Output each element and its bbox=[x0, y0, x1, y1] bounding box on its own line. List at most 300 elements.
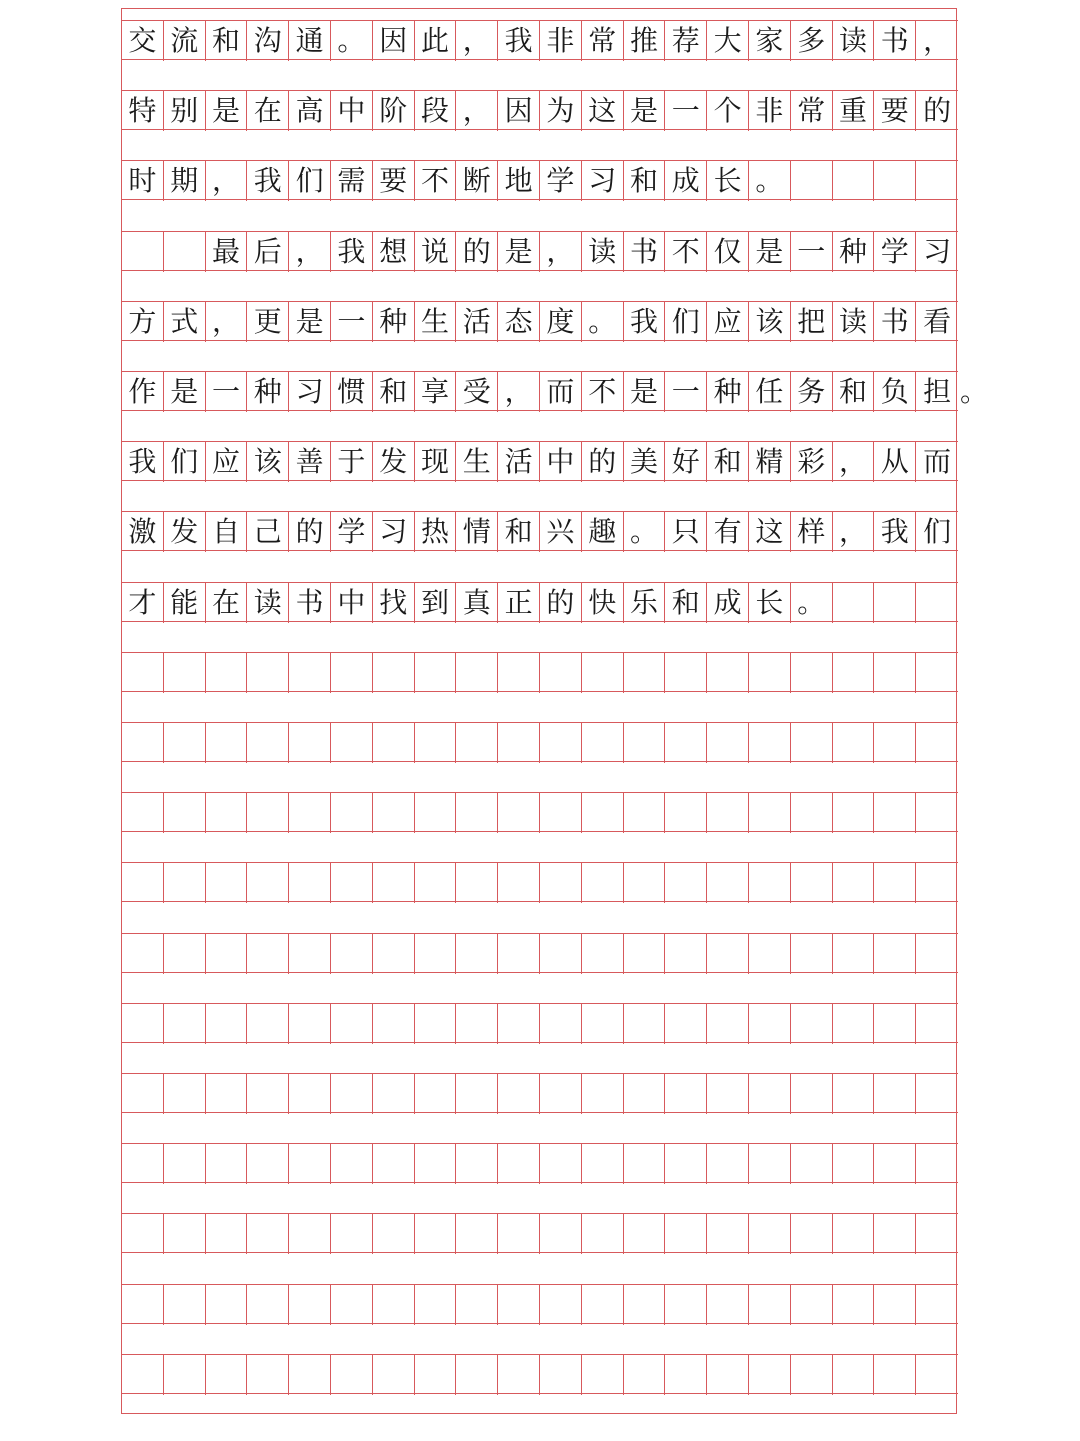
grid-cell bbox=[707, 793, 749, 833]
grid-cell: 非 bbox=[749, 91, 791, 131]
grid-cell bbox=[206, 1355, 248, 1395]
grid-cell: 兴 bbox=[540, 512, 582, 552]
grid-row bbox=[122, 652, 958, 692]
grid-cell bbox=[624, 863, 666, 903]
grid-cell: 务 bbox=[791, 372, 833, 412]
grid-cell: 活 bbox=[456, 302, 498, 342]
grid-cell: 习 bbox=[923, 234, 952, 268]
grid-cell: 和 bbox=[707, 442, 749, 482]
grid-cell bbox=[164, 1285, 206, 1325]
grid-cell: 种 bbox=[373, 302, 415, 342]
grid-cell: 需 bbox=[331, 161, 373, 201]
grid-cell bbox=[373, 1285, 415, 1325]
grid-cell bbox=[415, 1144, 457, 1184]
grid-cell: 和 bbox=[373, 372, 415, 412]
grid-cell: 发 bbox=[164, 512, 206, 552]
grid-cell bbox=[164, 934, 206, 974]
grid-cell bbox=[916, 863, 958, 903]
grid-cell bbox=[582, 1285, 624, 1325]
grid-cell: 享 bbox=[415, 372, 457, 412]
grid-cell bbox=[206, 653, 248, 693]
grid-cell: 更 bbox=[247, 302, 289, 342]
grid-cell bbox=[665, 1214, 707, 1254]
grid-cell: 读 bbox=[833, 21, 875, 61]
grid-cell: 多 bbox=[791, 21, 833, 61]
grid-cell bbox=[415, 1004, 457, 1044]
grid-cell bbox=[624, 653, 666, 693]
grid-cell: 书 bbox=[874, 21, 916, 61]
grid-row bbox=[122, 160, 958, 200]
grid-cell: 我 bbox=[624, 302, 666, 342]
grid-cell bbox=[122, 863, 164, 903]
grid-cell bbox=[874, 1074, 916, 1114]
grid-cell bbox=[916, 1004, 958, 1044]
grid-cell bbox=[373, 1004, 415, 1044]
grid-cell bbox=[749, 863, 791, 903]
grid-cell bbox=[247, 1214, 289, 1254]
grid-cell: 大 bbox=[707, 21, 749, 61]
grid-cell: 非 bbox=[540, 21, 582, 61]
grid-cell bbox=[624, 1355, 666, 1395]
grid-cell bbox=[289, 653, 331, 693]
grid-cell bbox=[707, 1285, 749, 1325]
grid-cell bbox=[791, 161, 833, 201]
grid-cell: ， bbox=[206, 302, 248, 342]
grid-cell: 方 bbox=[122, 302, 164, 342]
grid-cell: 一 bbox=[665, 372, 707, 412]
grid-cell: 推 bbox=[624, 21, 666, 61]
grid-cell bbox=[791, 1144, 833, 1184]
grid-cell bbox=[624, 1285, 666, 1325]
grid-cell: 种 bbox=[833, 232, 875, 272]
grid-cell bbox=[707, 863, 749, 903]
grid-cell bbox=[833, 583, 875, 623]
grid-cell bbox=[749, 1144, 791, 1184]
grid-cell: 作 bbox=[122, 372, 164, 412]
grid-cell bbox=[456, 1074, 498, 1114]
grid-cell: 后 bbox=[247, 232, 289, 272]
grid-row bbox=[122, 1073, 958, 1113]
grid-cell bbox=[247, 1355, 289, 1395]
grid-cell bbox=[122, 934, 164, 974]
grid-cell bbox=[498, 1285, 540, 1325]
grid-cell: 我 bbox=[247, 161, 289, 201]
grid-cell bbox=[498, 1144, 540, 1184]
grid-cell: 任 bbox=[749, 372, 791, 412]
grid-cell: 不 bbox=[582, 372, 624, 412]
grid-cell bbox=[791, 1004, 833, 1044]
grid-cell bbox=[874, 863, 916, 903]
grid-cell bbox=[791, 793, 833, 833]
grid-cell: 我 bbox=[498, 21, 540, 61]
margin-punctuation: 。 bbox=[959, 375, 988, 408]
grid-cell: 的 bbox=[289, 512, 331, 552]
grid-row bbox=[122, 20, 958, 60]
grid-cell bbox=[122, 1285, 164, 1325]
grid-cell bbox=[164, 1074, 206, 1114]
grid-cell bbox=[373, 1355, 415, 1395]
grid-cell bbox=[707, 934, 749, 974]
grid-cell: 仅 bbox=[707, 232, 749, 272]
grid-cell bbox=[749, 1214, 791, 1254]
grid-cell bbox=[749, 793, 791, 833]
grid-cell: 此 bbox=[415, 21, 457, 61]
grid-cell: 和 bbox=[665, 583, 707, 623]
grid-cell: ， bbox=[833, 442, 875, 482]
grid-cell: 书 bbox=[289, 583, 331, 623]
grid-cell bbox=[540, 1214, 582, 1254]
grid-cell bbox=[833, 161, 875, 201]
grid-cell bbox=[749, 723, 791, 763]
grid-cell: 习 bbox=[289, 372, 331, 412]
grid-cell: 长 bbox=[707, 161, 749, 201]
grid-cell bbox=[164, 863, 206, 903]
grid-cell bbox=[665, 863, 707, 903]
grid-cell bbox=[331, 1074, 373, 1114]
grid-cell: 这 bbox=[582, 91, 624, 131]
grid-cell: 热 bbox=[415, 512, 457, 552]
grid-cell bbox=[331, 653, 373, 693]
grid-cell bbox=[540, 1074, 582, 1114]
grid-cell: 通 bbox=[289, 21, 331, 61]
grid-cell: 看 bbox=[923, 304, 952, 338]
grid-cell: ， bbox=[540, 232, 582, 272]
grid-cell bbox=[498, 1355, 540, 1395]
grid-cell bbox=[874, 653, 916, 693]
grid-cell: 是 bbox=[289, 302, 331, 342]
grid-cell: 一 bbox=[206, 372, 248, 412]
grid-cell bbox=[331, 1004, 373, 1044]
grid-cell bbox=[206, 934, 248, 974]
grid-cell: 书 bbox=[624, 232, 666, 272]
grid-cell bbox=[122, 232, 164, 272]
grid-cell bbox=[624, 1144, 666, 1184]
grid-cell bbox=[707, 723, 749, 763]
grid-cell bbox=[791, 863, 833, 903]
grid-cell: 读 bbox=[582, 232, 624, 272]
grid-cell: 样 bbox=[791, 512, 833, 552]
grid-cell bbox=[164, 1214, 206, 1254]
grid-cell bbox=[874, 1355, 916, 1395]
grid-cell bbox=[874, 1214, 916, 1254]
grid-cell bbox=[456, 1355, 498, 1395]
grid-cell bbox=[373, 1074, 415, 1114]
grid-cell bbox=[456, 723, 498, 763]
grid-cell: 们 bbox=[164, 442, 206, 482]
grid-cell bbox=[791, 1214, 833, 1254]
grid-cell: 己 bbox=[247, 512, 289, 552]
grid-cell bbox=[749, 1285, 791, 1325]
grid-row bbox=[122, 1354, 958, 1394]
grid-cell: 要 bbox=[373, 161, 415, 201]
grid-cell: ， bbox=[456, 21, 498, 61]
grid-row bbox=[122, 933, 958, 973]
grid-row bbox=[122, 511, 958, 551]
grid-cell: 因 bbox=[373, 21, 415, 61]
grid-cell: ， bbox=[833, 512, 875, 552]
grid-cell bbox=[206, 1004, 248, 1044]
grid-cell: 度 bbox=[540, 302, 582, 342]
grid-cell bbox=[665, 1004, 707, 1044]
grid-cell: 重 bbox=[833, 91, 875, 131]
grid-cell bbox=[582, 1144, 624, 1184]
grid-cell bbox=[289, 1355, 331, 1395]
grid-row bbox=[122, 582, 958, 622]
grid-cell bbox=[833, 653, 875, 693]
grid-cell bbox=[833, 1004, 875, 1044]
grid-cell bbox=[833, 793, 875, 833]
grid-cell bbox=[540, 863, 582, 903]
grid-cell: 好 bbox=[665, 442, 707, 482]
grid-cell bbox=[456, 793, 498, 833]
grid-cell bbox=[916, 653, 958, 693]
grid-cell bbox=[665, 1144, 707, 1184]
grid-cell: 常 bbox=[582, 21, 624, 61]
grid-cell bbox=[582, 1004, 624, 1044]
grid-cell bbox=[415, 1285, 457, 1325]
grid-cell bbox=[791, 653, 833, 693]
grid-cell bbox=[122, 723, 164, 763]
grid-cell bbox=[791, 723, 833, 763]
grid-cell bbox=[373, 653, 415, 693]
grid-cell bbox=[456, 653, 498, 693]
grid-cell: 说 bbox=[415, 232, 457, 272]
grid-cell: 学 bbox=[331, 512, 373, 552]
grid-cell bbox=[415, 793, 457, 833]
grid-cell bbox=[331, 1355, 373, 1395]
grid-cell bbox=[289, 1285, 331, 1325]
grid-cell: 的 bbox=[540, 583, 582, 623]
grid-row bbox=[122, 792, 958, 832]
grid-cell bbox=[498, 723, 540, 763]
grid-cell: 。 bbox=[624, 512, 666, 552]
grid-cell: 现 bbox=[415, 442, 457, 482]
grid-cell bbox=[247, 793, 289, 833]
grid-cell: 。 bbox=[582, 302, 624, 342]
grid-cell bbox=[707, 1144, 749, 1184]
grid-cell bbox=[707, 1355, 749, 1395]
grid-cell: 惯 bbox=[331, 372, 373, 412]
grid-row bbox=[122, 722, 958, 762]
grid-cell: 流 bbox=[164, 21, 206, 61]
grid-cell bbox=[164, 793, 206, 833]
grid-cell: 不 bbox=[415, 161, 457, 201]
grid-cell: 书 bbox=[874, 302, 916, 342]
grid-cell: 沟 bbox=[247, 21, 289, 61]
grid-row bbox=[122, 1003, 958, 1043]
grid-cell bbox=[874, 583, 916, 623]
grid-cell bbox=[164, 723, 206, 763]
grid-cell: 生 bbox=[415, 302, 457, 342]
grid-cell bbox=[456, 1004, 498, 1044]
grid-cell: 最 bbox=[206, 232, 248, 272]
grid-cell: 。 bbox=[331, 21, 373, 61]
grid-cell: 家 bbox=[749, 21, 791, 61]
grid-cell: 该 bbox=[749, 302, 791, 342]
grid-cell: 荐 bbox=[665, 21, 707, 61]
grid-cell: 读 bbox=[833, 302, 875, 342]
grid-cell: 我 bbox=[122, 442, 164, 482]
grid-cell bbox=[373, 1144, 415, 1184]
grid-cell: 学 bbox=[540, 161, 582, 201]
grid-cell: 中 bbox=[331, 583, 373, 623]
grid-cell bbox=[415, 934, 457, 974]
grid-cell: 是 bbox=[624, 91, 666, 131]
grid-cell: 快 bbox=[582, 583, 624, 623]
grid-cell: 是 bbox=[624, 372, 666, 412]
grid-cell: 习 bbox=[373, 512, 415, 552]
grid-cell bbox=[122, 793, 164, 833]
grid-cell: 这 bbox=[749, 512, 791, 552]
grid-cell: 因 bbox=[498, 91, 540, 131]
grid-cell bbox=[331, 723, 373, 763]
grid-cell bbox=[582, 863, 624, 903]
grid-cell bbox=[582, 793, 624, 833]
grid-cell: 生 bbox=[456, 442, 498, 482]
grid-cell bbox=[373, 723, 415, 763]
grid-cell: 和 bbox=[206, 21, 248, 61]
grid-cell bbox=[624, 723, 666, 763]
grid-cell: ， bbox=[206, 161, 248, 201]
grid-cell bbox=[122, 653, 164, 693]
grid-cell: 趣 bbox=[582, 512, 624, 552]
grid-cell bbox=[456, 1214, 498, 1254]
grid-cell: 为 bbox=[540, 91, 582, 131]
grid-cell: 期 bbox=[164, 161, 206, 201]
grid-cell: 一 bbox=[331, 302, 373, 342]
grid-cell bbox=[874, 1144, 916, 1184]
grid-cell bbox=[916, 934, 958, 974]
grid-cell bbox=[916, 1355, 958, 1395]
grid-cell bbox=[289, 863, 331, 903]
grid-cell bbox=[916, 1144, 958, 1184]
grid-cell bbox=[164, 1004, 206, 1044]
grid-row bbox=[122, 1284, 958, 1324]
grid-cell bbox=[373, 934, 415, 974]
grid-cell: 长 bbox=[749, 583, 791, 623]
grid-cell bbox=[582, 1074, 624, 1114]
grid-cell bbox=[749, 653, 791, 693]
grid-cell bbox=[247, 934, 289, 974]
grid-cell bbox=[122, 1004, 164, 1044]
grid-cell bbox=[665, 934, 707, 974]
grid-cell: 的 bbox=[456, 232, 498, 272]
grid-cell bbox=[247, 1004, 289, 1044]
grid-cell bbox=[540, 934, 582, 974]
grid-cell bbox=[415, 653, 457, 693]
grid-cell bbox=[833, 1214, 875, 1254]
grid-cell: 应 bbox=[707, 302, 749, 342]
grid-cell bbox=[874, 1285, 916, 1325]
grid-cell bbox=[791, 1285, 833, 1325]
grid-cell bbox=[707, 1214, 749, 1254]
grid-cell: 习 bbox=[582, 161, 624, 201]
grid-cell: ， bbox=[498, 372, 540, 412]
grid-cell bbox=[415, 863, 457, 903]
grid-cell bbox=[164, 1355, 206, 1395]
grid-cell bbox=[498, 793, 540, 833]
grid-cell bbox=[624, 1214, 666, 1254]
grid-cell bbox=[373, 793, 415, 833]
grid-cell bbox=[749, 1355, 791, 1395]
grid-cell bbox=[331, 793, 373, 833]
grid-cell: 要 bbox=[874, 91, 916, 131]
grid-row bbox=[122, 1143, 958, 1183]
grid-cell: 想 bbox=[373, 232, 415, 272]
grid-cell: 。 bbox=[749, 161, 791, 201]
grid-cell bbox=[456, 863, 498, 903]
grid-cell bbox=[582, 934, 624, 974]
grid-cell bbox=[289, 1214, 331, 1254]
grid-cell bbox=[624, 1004, 666, 1044]
grid-row bbox=[122, 1213, 958, 1253]
grid-cell: ， bbox=[289, 232, 331, 272]
grid-cell: 式 bbox=[164, 302, 206, 342]
grid-cell: 成 bbox=[665, 161, 707, 201]
grid-cell: 和 bbox=[624, 161, 666, 201]
grid-cell bbox=[916, 1285, 958, 1325]
grid-cell: 态 bbox=[498, 302, 540, 342]
grid-cell bbox=[833, 1285, 875, 1325]
grid-cell bbox=[916, 723, 958, 763]
grid-cell: ， bbox=[923, 24, 952, 57]
grid-cell bbox=[498, 934, 540, 974]
grid-cell bbox=[164, 1144, 206, 1184]
grid-cell: 是 bbox=[206, 91, 248, 131]
grid-cell bbox=[749, 1074, 791, 1114]
grid-cell bbox=[498, 653, 540, 693]
grid-cell bbox=[247, 863, 289, 903]
grid-cell bbox=[916, 793, 958, 833]
grid-cell: 断 bbox=[456, 161, 498, 201]
grid-cell bbox=[916, 1074, 958, 1114]
grid-cell: 中 bbox=[540, 442, 582, 482]
grid-cell bbox=[373, 863, 415, 903]
grid-row bbox=[122, 371, 958, 411]
grid-cell bbox=[791, 1355, 833, 1395]
grid-cell bbox=[707, 1004, 749, 1044]
grid-cell: 中 bbox=[331, 91, 373, 131]
grid-cell: 在 bbox=[206, 583, 248, 623]
grid-cell bbox=[456, 1144, 498, 1184]
grid-cell bbox=[206, 793, 248, 833]
grid-cell: 们 bbox=[289, 161, 331, 201]
grid-cell: 们 bbox=[923, 515, 952, 549]
grid-cell: 高 bbox=[289, 91, 331, 131]
grid-cell bbox=[456, 934, 498, 974]
grid-cell bbox=[331, 934, 373, 974]
grid-row bbox=[122, 862, 958, 902]
grid-cell bbox=[833, 863, 875, 903]
grid-cell: 才 bbox=[122, 583, 164, 623]
grid-cell bbox=[206, 723, 248, 763]
grid-cell bbox=[289, 1144, 331, 1184]
grid-cell bbox=[874, 934, 916, 974]
grid-row bbox=[122, 231, 958, 271]
grid-cell bbox=[247, 1144, 289, 1184]
grid-cell: 特 bbox=[122, 91, 164, 131]
grid-cell bbox=[206, 1144, 248, 1184]
grid-cell: 是 bbox=[749, 232, 791, 272]
grid-cell: 而 bbox=[923, 445, 952, 479]
grid-cell: 别 bbox=[164, 91, 206, 131]
grid-cell bbox=[122, 1144, 164, 1184]
grid-cell bbox=[916, 161, 958, 201]
grid-cell: 成 bbox=[707, 583, 749, 623]
grid-cell bbox=[916, 583, 958, 623]
grid-cell bbox=[415, 1214, 457, 1254]
grid-cell bbox=[247, 723, 289, 763]
